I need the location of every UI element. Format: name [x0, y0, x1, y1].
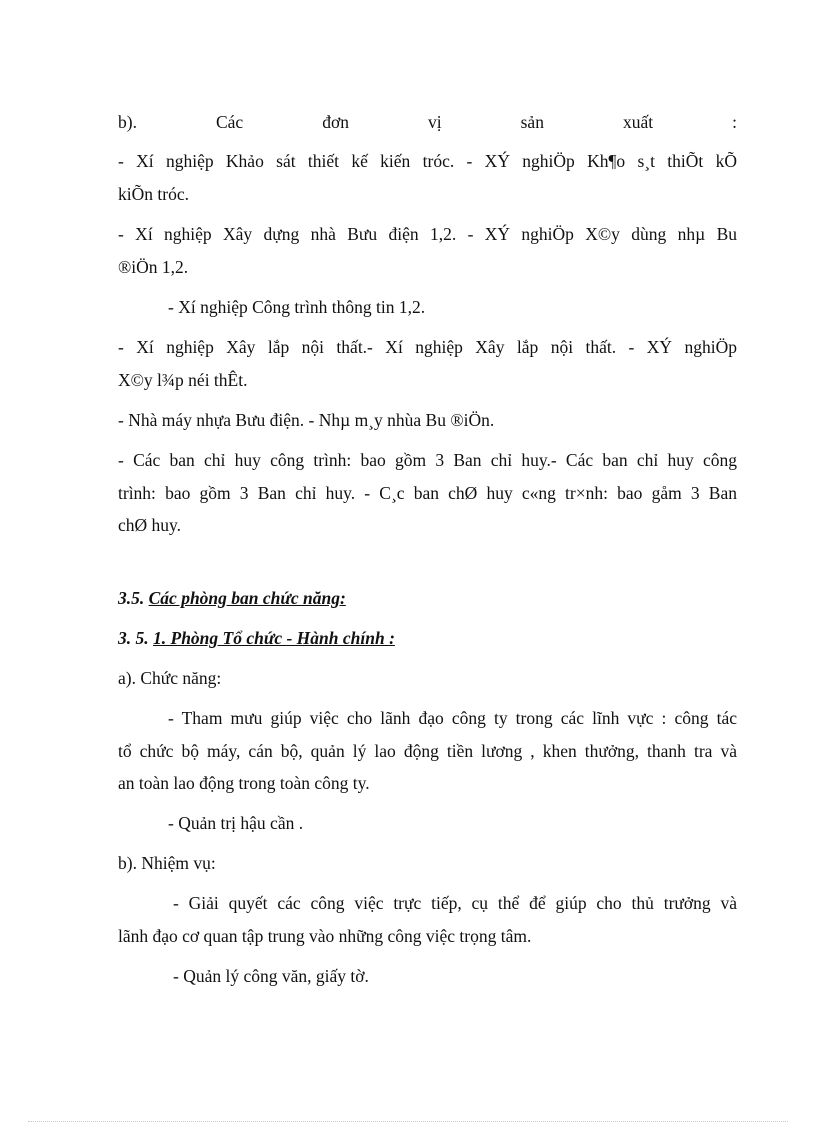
subsection-number: 3. 5. [118, 628, 153, 648]
section-heading-departments [118, 587, 737, 609]
duty-documents: - Quản lý công văn, giấy tờ. [173, 966, 369, 986]
function-advisory-end: an toàn lao động trong toàn công ty. [118, 773, 370, 793]
subsection-title: 1. Phòng Tổ chức - Hành chính : [153, 628, 395, 648]
list-item-communication: - Xí nghiệp Công trình thông tin 1,2. [168, 297, 426, 317]
page-bottom-border [28, 1121, 788, 1122]
function-advisory: - Tham mưu giúp việc cho lãnh đạo công ty trong các lĩnh vực : công tác [168, 708, 737, 728]
list-item-construction: - Xí nghiệp Xây dựng nhà Bưu điện 1,2. - XÝ nghiÖp X©y dùng nhµ Bu [118, 224, 737, 244]
list-item-command-boards-cont: trình: bao gồm 3 Ban chỉ huy. - C¸c ban chØ huy c«ng tr×nh: bao gåm 3 Ban [118, 483, 737, 503]
list-item-survey-design: - Xí nghiệp Khảo sát thiết kế kiến tróc. - XÝ nghiÖp Kh¶o s¸t thiÕt kÕ [118, 151, 737, 171]
list-item-command-boards: - Các ban chỉ huy công trình: bao gồm 3 Ban chỉ huy.- Các ban chỉ huy công [118, 450, 737, 470]
list-item-construction-cont: ®iÖn 1,2. [118, 257, 189, 277]
functions-label: a). Chức năng: [118, 668, 222, 688]
list-item-survey-design-cont: kiÕn tróc. [118, 184, 189, 204]
section-title: Các phòng ban chức năng: [148, 588, 346, 608]
subsection-heading-admin [118, 627, 737, 649]
function-logistics: - Quản trị hậu cần . [168, 813, 304, 833]
list-item-interior-cont: X©y l¾p néi thÊt. [118, 370, 248, 390]
production-units-heading: b). Các đơn vị sản xuất : [118, 112, 737, 132]
duty-direct-work-cont: lãnh đạo cơ quan tập trung vào những công việc trọng tâm. [118, 926, 532, 946]
duties-label: b). Nhiệm vụ: [118, 853, 216, 873]
function-advisory-cont: tổ chức bộ máy, cán bộ, quản lý lao động tiền lương , khen thưởng, thanh tra và [118, 741, 737, 761]
list-item-plastic-factory: - Nhà máy nhựa Bưu điện. - Nhµ m¸y nhùa Bu ®iÖn. [118, 410, 495, 430]
list-item-interior: - Xí nghiệp Xây lắp nội thất.- Xí nghiệp Xây lắp nội thất. - XÝ nghiÖp [118, 337, 737, 357]
duty-direct-work: - Giải quyết các công việc trực tiếp, cụ thể để giúp cho thủ trưởng và [173, 893, 737, 913]
list-item-command-boards-end: chØ huy. [118, 515, 182, 535]
section-number: 3.5. [118, 588, 149, 608]
